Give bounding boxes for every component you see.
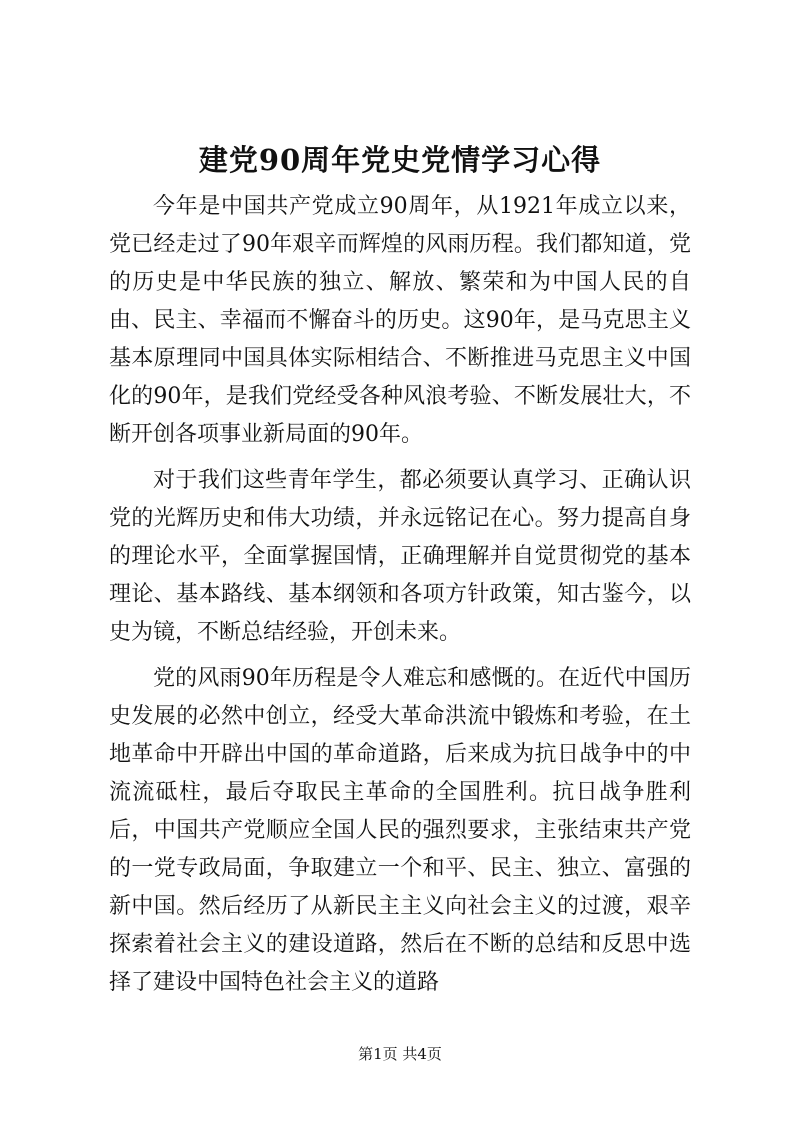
document-title: 建党90周年党史党情学习心得 [198, 143, 602, 177]
paragraph-2: 对于我们这些青年学生，都必须要认真学习、正确认识党的光辉历史和伟大功绩，并永远铭记在心。努力提高自身的理论水平，全面掌握国情，正确理解并自觉贯彻党的基本理论、基本路线、基本纲领和各项方针政策，知古鉴今，以史为镜，不断总结经验，开创未来。 [109, 468, 691, 645]
page-number-footer: 第1页 共4页 [358, 1045, 442, 1063]
paragraph-3: 党的风雨90年历程是令人难忘和感慨的。在近代中国历史发展的必然中创立，经受大革命洪流中锻炼和考验，在土地革命中开辟出中国的革命道路，后来成为抗日战争中的中流流砥柱，最后夺取民主革命的全国胜利。抗日战争胜利后，中国共产党顺应全国人民的强烈要求，主张结束共产党的一党专政局面，争取建立一个和平、民主、独立、富强的新中国。然后经历了从新民主主义向社会主义的过渡，艰辛探索着社会主义的建设道路，然后在不断的总结和反思中选择了建设中国特色社会主义的道路 [109, 666, 691, 995]
document-body [109, 188, 691, 1010]
paragraph-1: 今年是中国共产党成立90周年，从1921年成立以来，党已经走过了90年艰辛而辉煌的风雨历程。我们都知道，党的历史是中华民族的独立、解放、繁荣和为中国人民的自由、民主、幸福而不懈奋斗的历史。这90年，是马克思主义基本原理同中国具体实际相结合、不断推进马克思主义中国化的90年，是我们党经受各种风浪考验、不断发展壮大，不断开创各项事业新局面的90年。 [109, 194, 691, 447]
